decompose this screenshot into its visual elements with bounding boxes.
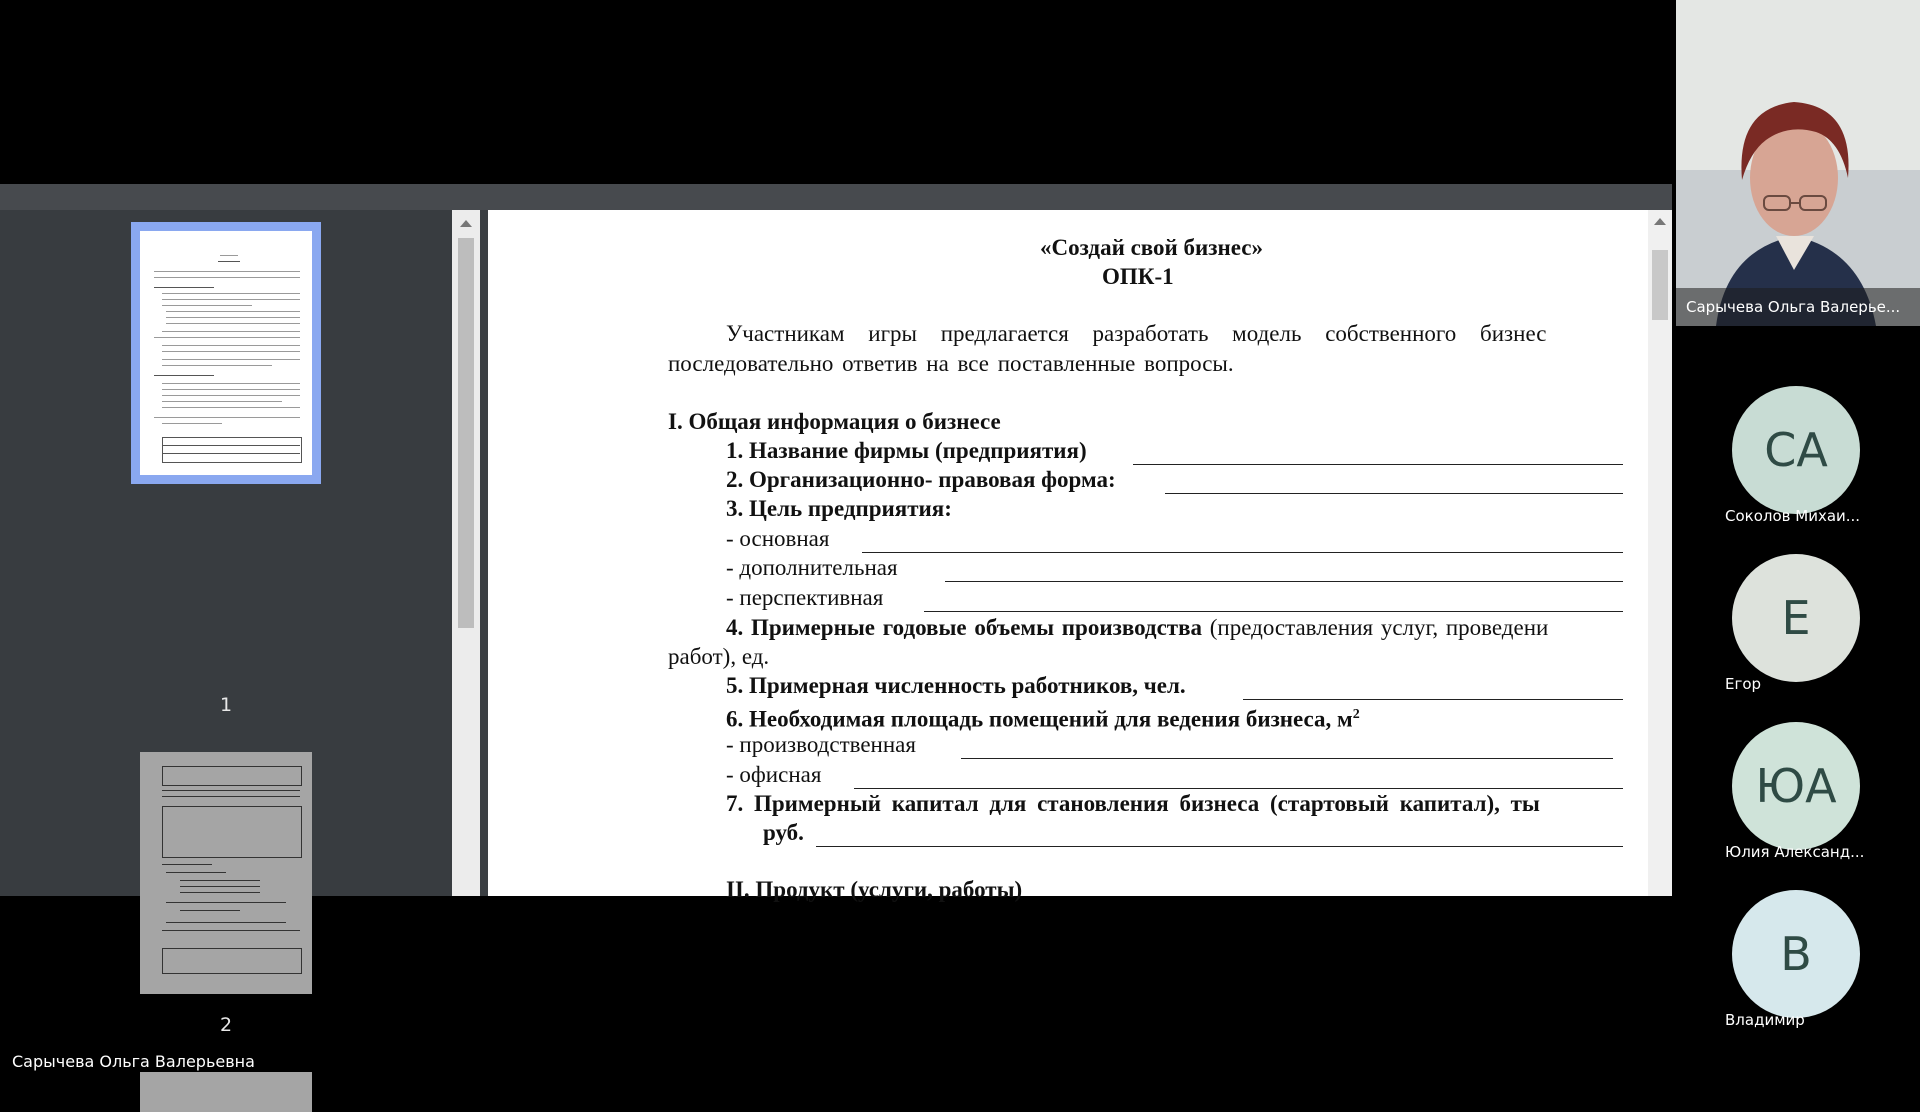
presenter-name-label: Сарычева Ольга Валерьевна bbox=[12, 1052, 255, 1071]
item6-office-line bbox=[854, 788, 1623, 789]
thumbnail-1-label: 1 bbox=[219, 694, 233, 716]
presenter-video-tile[interactable] bbox=[1676, 0, 1920, 326]
presenter-video-image bbox=[1676, 0, 1920, 326]
participant-name-3: Юлия Александ... bbox=[1725, 843, 1865, 861]
thumbnail-panel bbox=[0, 210, 452, 1036]
thumbnail-scrollbar[interactable] bbox=[452, 210, 480, 896]
item7-line1: 7. Примерный капитал для становления бизнеса (стартовый капитал), ты bbox=[726, 791, 1540, 816]
thumbnail-scroll-thumb[interactable] bbox=[458, 238, 474, 628]
thumbnail-3[interactable] bbox=[140, 1072, 312, 1112]
document-scrollbar[interactable] bbox=[1648, 210, 1672, 896]
thumbnail-2[interactable] bbox=[140, 752, 312, 994]
participant-name-2: Егор bbox=[1725, 675, 1762, 693]
thumbnail-1[interactable] bbox=[131, 222, 321, 484]
doc-title: «Создай свой бизнес» bbox=[1040, 235, 1263, 260]
shared-screen bbox=[0, 184, 1672, 1036]
item6-label: 6. Необходимая площадь помещений для ведения бизнеса, $м^2$ bbox=[726, 706, 1360, 732]
item6-production: - производственная bbox=[726, 732, 916, 757]
doc-intro-line1: Участникам игры предлагается разработать модель собственного бизнес bbox=[726, 321, 1547, 346]
item3-main: - основная bbox=[726, 526, 830, 551]
item3-perspective-line bbox=[924, 611, 1623, 612]
item3-perspective: - перспективная bbox=[726, 585, 884, 610]
doc-intro-line2: последовательно ответив на все поставленные вопросы. bbox=[668, 351, 1234, 376]
item7-line2: руб. bbox=[763, 820, 804, 845]
section2-heading: II. Продукт (услуги, работы) bbox=[726, 877, 1023, 902]
document-scroll-thumb[interactable] bbox=[1652, 250, 1668, 320]
participant-name-4: Владимир bbox=[1725, 1011, 1805, 1029]
doc-scroll-up-arrow-icon[interactable] bbox=[1654, 218, 1666, 225]
item4-line1: 4. Примерные годовые объемы производства (предоставления услуг, проведени bbox=[726, 615, 1549, 640]
document-page bbox=[488, 210, 1648, 902]
item2-field-line bbox=[1165, 493, 1623, 494]
item2-label: 2. Организационно- правовая форма: bbox=[726, 467, 1116, 492]
viewer-toolbar bbox=[0, 184, 1672, 210]
item5-label: 5. Примерная численность работников, чел. bbox=[726, 673, 1186, 698]
scroll-up-arrow-icon[interactable] bbox=[460, 220, 472, 227]
item3-additional: - дополнительная bbox=[726, 555, 898, 580]
thumbnail-1-page bbox=[140, 231, 312, 475]
item6-production-line bbox=[961, 758, 1613, 759]
doc-subtitle: ОПК-1 bbox=[1102, 264, 1174, 289]
item3-main-line bbox=[862, 552, 1623, 553]
thumbnail-2-label: 2 bbox=[219, 1014, 233, 1036]
item5-field-line bbox=[1243, 699, 1623, 700]
participant-avatar-2: Е bbox=[1732, 554, 1860, 682]
participant-avatar-1: СА bbox=[1732, 386, 1860, 514]
item3-label: 3. Цель предприятия: bbox=[726, 496, 952, 521]
item1-label: 1. Название фирмы (предприятия) bbox=[726, 438, 1087, 463]
presenter-tile-name: Сарычева Ольга Валерье... bbox=[1686, 298, 1901, 316]
item4-line2: работ), ед. bbox=[668, 644, 770, 669]
section1-heading: I. Общая информация о бизнесе bbox=[668, 409, 1001, 434]
participant-avatar-3: ЮА bbox=[1732, 722, 1860, 850]
item1-field-line bbox=[1133, 464, 1623, 465]
participant-avatar-4: В bbox=[1732, 890, 1860, 1018]
item3-additional-line bbox=[945, 581, 1623, 582]
participant-name-1: Соколов Михаи... bbox=[1725, 507, 1861, 525]
item7-field-line bbox=[816, 846, 1623, 847]
item6-office: - офисная bbox=[726, 762, 822, 787]
